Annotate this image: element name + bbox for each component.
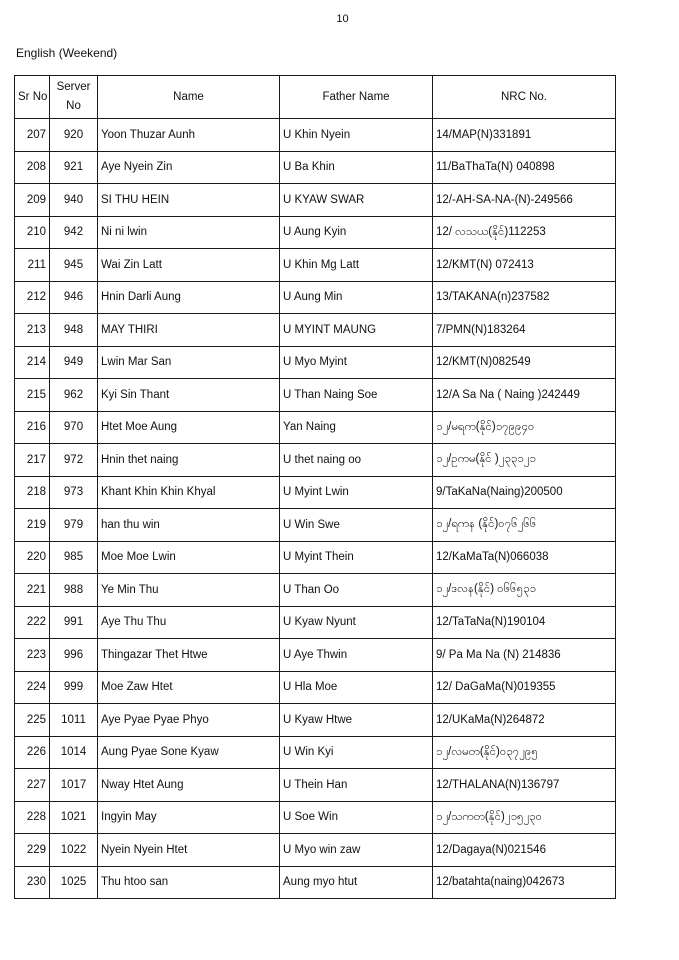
- name-cell: Ingyin May: [98, 801, 280, 834]
- sr-no-cell: 224: [15, 671, 50, 704]
- nrc-no-cell: 7/PMN(N)183264: [433, 314, 616, 347]
- server-no-cell: 949: [50, 346, 98, 379]
- nrc-no-cell: ၁၂/သကတ(နိုင်)၂၁၅၂၃၀: [433, 801, 616, 834]
- name-cell: Aung Pyae Sone Kyaw: [98, 736, 280, 769]
- father-name-cell: U thet naing oo: [280, 444, 433, 477]
- father-name-cell: U Khin Mg Latt: [280, 249, 433, 282]
- name-cell: Thu htoo san: [98, 866, 280, 899]
- name-cell: Aye Thu Thu: [98, 606, 280, 639]
- server-no-cell: 1021: [50, 801, 98, 834]
- sr-no-cell: 230: [15, 866, 50, 899]
- table-row: [15, 801, 616, 834]
- sr-no-cell: 208: [15, 151, 50, 184]
- nrc-no-cell: 12/UKaMa(N)264872: [433, 704, 616, 737]
- sr-no-cell: 215: [15, 379, 50, 412]
- sr-no-cell: 223: [15, 639, 50, 672]
- name-cell: Ni ni lwin: [98, 216, 280, 249]
- table-row: [15, 216, 616, 249]
- sr-no-cell: 213: [15, 314, 50, 347]
- name-cell: Htet Moe Aung: [98, 411, 280, 444]
- name-cell: Khant Khin Khin Khyal: [98, 476, 280, 509]
- table-row: [15, 509, 616, 542]
- father-name-cell: U Kyaw Htwe: [280, 704, 433, 737]
- table-row: [15, 379, 616, 412]
- father-name-cell: U Thein Han: [280, 769, 433, 802]
- nrc-no-cell: 12/batahta(naing)042673: [433, 866, 616, 899]
- father-name-cell: U KYAW SWAR: [280, 184, 433, 217]
- table-row: [15, 411, 616, 444]
- name-cell: MAY THIRI: [98, 314, 280, 347]
- server-no-cell: 1014: [50, 736, 98, 769]
- table-row: [15, 639, 616, 672]
- name-cell: Kyi Sin Thant: [98, 379, 280, 412]
- table-row: [15, 574, 616, 607]
- nrc-no-cell: 12/ လသယ(နိုင်)112253: [433, 216, 616, 249]
- server-no-cell: 988: [50, 574, 98, 607]
- father-name-cell: Aung myo htut: [280, 866, 433, 899]
- sr-no-cell: 209: [15, 184, 50, 217]
- nrc-no-cell: 12/TaTaNa(N)190104: [433, 606, 616, 639]
- server-no-cell: 985: [50, 541, 98, 574]
- server-no-cell: 996: [50, 639, 98, 672]
- server-no-cell: 973: [50, 476, 98, 509]
- nrc-no-cell: 12/THALANA(N)136797: [433, 769, 616, 802]
- father-name-cell: U Khin Nyein: [280, 119, 433, 152]
- nrc-no-cell: ၁၂/ဒလန(နိုင်) ၀၆၆၅၃၁: [433, 574, 616, 607]
- page-number: 10: [336, 13, 349, 25]
- table-row: [15, 314, 616, 347]
- nrc-no-cell: 12/KMT(N) 072413: [433, 249, 616, 282]
- father-name-cell: U Myo win zaw: [280, 834, 433, 867]
- table-row: [15, 281, 616, 314]
- nrc-no-cell: 9/TaKaNa(Naing)200500: [433, 476, 616, 509]
- nrc-no-cell: ၁၂/မရက(နိုင်)၁၇၉၉၄၀: [433, 411, 616, 444]
- father-name-cell: U Win Swe: [280, 509, 433, 542]
- table-row: [15, 704, 616, 737]
- nrc-no-cell: 9/ Pa Ma Na (N) 214836: [433, 639, 616, 672]
- server-no-cell: 962: [50, 379, 98, 412]
- name-cell: Thingazar Thet Htwe: [98, 639, 280, 672]
- name-cell: Hnin thet naing: [98, 444, 280, 477]
- table-row: [15, 541, 616, 574]
- father-name-cell: U Than Oo: [280, 574, 433, 607]
- table-row: [15, 444, 616, 477]
- server-no-cell: 979: [50, 509, 98, 542]
- name-cell: Nyein Nyein Htet: [98, 834, 280, 867]
- server-no-cell: 940: [50, 184, 98, 217]
- header-row: [15, 76, 616, 119]
- nrc-no-cell: 12/Dagaya(N)021546: [433, 834, 616, 867]
- name-cell: Moe Zaw Htet: [98, 671, 280, 704]
- father-name-cell: Yan Naing: [280, 411, 433, 444]
- table-row: [15, 606, 616, 639]
- name-cell: Moe Moe Lwin: [98, 541, 280, 574]
- sr-no-cell: 211: [15, 249, 50, 282]
- server-no-cell: 999: [50, 671, 98, 704]
- header-server-no-line1: Server: [56, 81, 91, 93]
- table-row: [15, 346, 616, 379]
- sr-no-cell: 229: [15, 834, 50, 867]
- table-header: [15, 76, 616, 119]
- father-name-cell: U Aung Kyin: [280, 216, 433, 249]
- sr-no-cell: 222: [15, 606, 50, 639]
- table-row: [15, 866, 616, 899]
- header-sr-no: Sr No: [15, 76, 50, 119]
- server-no-cell: 948: [50, 314, 98, 347]
- nrc-no-cell: ၁၂/ဥကမ(နိုင် )၂၃၃၁၂၁: [433, 444, 616, 477]
- sr-no-cell: 228: [15, 801, 50, 834]
- server-no-cell: 1022: [50, 834, 98, 867]
- table-row: [15, 249, 616, 282]
- header-server-no-line2: No: [66, 100, 81, 112]
- header-name: Name: [98, 76, 280, 119]
- nrc-no-cell: 12/-AH-SA-NA-(N)-249566: [433, 184, 616, 217]
- sr-no-cell: 220: [15, 541, 50, 574]
- name-cell: Nway Htet Aung: [98, 769, 280, 802]
- sr-no-cell: 221: [15, 574, 50, 607]
- father-name-cell: U Than Naing Soe: [280, 379, 433, 412]
- nrc-no-cell: 12/KMT(N)082549: [433, 346, 616, 379]
- sr-no-cell: 217: [15, 444, 50, 477]
- father-name-cell: U Aung Min: [280, 281, 433, 314]
- table-row: [15, 184, 616, 217]
- table-row: [15, 736, 616, 769]
- nrc-no-cell: ၁၂/ရကန (နိုင်)၀၇၆၂၆၆: [433, 509, 616, 542]
- name-cell: Wai Zin Latt: [98, 249, 280, 282]
- father-name-cell: U Soe Win: [280, 801, 433, 834]
- student-roster-table: [14, 75, 616, 899]
- table-row: [15, 834, 616, 867]
- sr-no-cell: 218: [15, 476, 50, 509]
- father-name-cell: U Myo Myint: [280, 346, 433, 379]
- server-no-cell: 991: [50, 606, 98, 639]
- sr-no-cell: 214: [15, 346, 50, 379]
- father-name-cell: U Ba Khin: [280, 151, 433, 184]
- sr-no-cell: 225: [15, 704, 50, 737]
- sr-no-cell: 212: [15, 281, 50, 314]
- nrc-no-cell: 13/TAKANA(n)237582: [433, 281, 616, 314]
- sr-no-cell: 227: [15, 769, 50, 802]
- father-name-cell: U Win Kyi: [280, 736, 433, 769]
- name-cell: Ye Min Thu: [98, 574, 280, 607]
- server-no-cell: 946: [50, 281, 98, 314]
- father-name-cell: U Myint Lwin: [280, 476, 433, 509]
- table-body: [15, 119, 616, 899]
- nrc-no-cell: 12/KaMaTa(N)066038: [433, 541, 616, 574]
- father-name-cell: U Hla Moe: [280, 671, 433, 704]
- sr-no-cell: 219: [15, 509, 50, 542]
- nrc-no-cell: 12/A Sa Na ( Naing )242449: [433, 379, 616, 412]
- table-row: [15, 671, 616, 704]
- father-name-cell: U Myint Thein: [280, 541, 433, 574]
- nrc-no-cell: ၁၂/လမတ(နိုင်)၀၃၇၂၉၅: [433, 736, 616, 769]
- name-cell: Hnin Darli Aung: [98, 281, 280, 314]
- table-row: [15, 119, 616, 152]
- sr-no-cell: 226: [15, 736, 50, 769]
- name-cell: Lwin Mar San: [98, 346, 280, 379]
- server-no-cell: 972: [50, 444, 98, 477]
- nrc-no-cell: 11/BaThaTa(N) 040898: [433, 151, 616, 184]
- server-no-cell: 920: [50, 119, 98, 152]
- header-nrc-no: NRC No.: [433, 76, 616, 119]
- name-cell: Yoon Thuzar Aunh: [98, 119, 280, 152]
- name-cell: Aye Pyae Pyae Phyo: [98, 704, 280, 737]
- sr-no-cell: 216: [15, 411, 50, 444]
- name-cell: han thu win: [98, 509, 280, 542]
- header-father-name: Father Name: [280, 76, 433, 119]
- table-row: [15, 769, 616, 802]
- server-no-cell: 1025: [50, 866, 98, 899]
- server-no-cell: 1011: [50, 704, 98, 737]
- sr-no-cell: 210: [15, 216, 50, 249]
- name-cell: SI THU HEIN: [98, 184, 280, 217]
- server-no-cell: 921: [50, 151, 98, 184]
- father-name-cell: U Kyaw Nyunt: [280, 606, 433, 639]
- header-server-no: [50, 76, 98, 119]
- table-row: [15, 476, 616, 509]
- nrc-no-cell: 12/ DaGaMa(N)019355: [433, 671, 616, 704]
- father-name-cell: U Aye Thwin: [280, 639, 433, 672]
- server-no-cell: 1017: [50, 769, 98, 802]
- table-row: [15, 151, 616, 184]
- server-no-cell: 942: [50, 216, 98, 249]
- server-no-cell: 970: [50, 411, 98, 444]
- name-cell: Aye Nyein Zin: [98, 151, 280, 184]
- nrc-no-cell: 14/MAP(N)331891: [433, 119, 616, 152]
- sr-no-cell: 207: [15, 119, 50, 152]
- father-name-cell: U MYINT MAUNG: [280, 314, 433, 347]
- server-no-cell: 945: [50, 249, 98, 282]
- section-title: English (Weekend): [16, 46, 118, 60]
